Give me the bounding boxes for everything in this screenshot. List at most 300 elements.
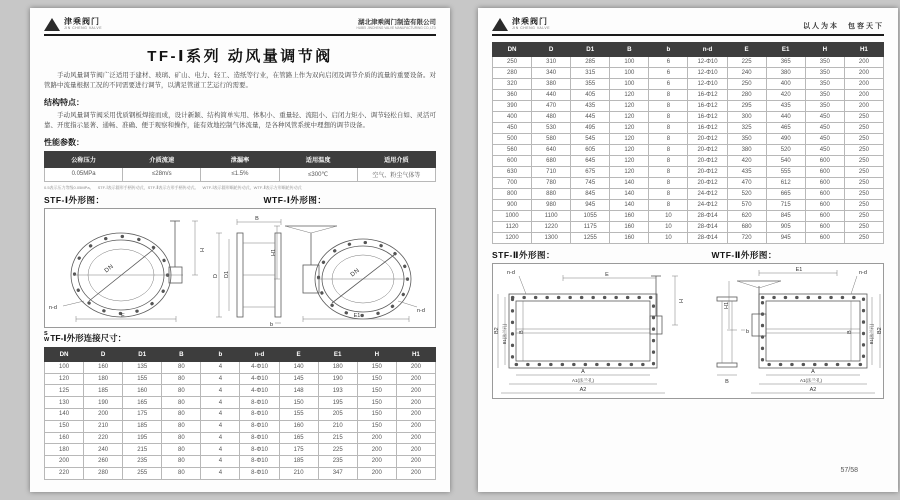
table-cell: 360 bbox=[493, 90, 532, 101]
table-cell: 8 bbox=[649, 145, 688, 156]
table-cell: 155 bbox=[279, 408, 318, 420]
table-cell: 200 bbox=[396, 420, 435, 432]
table-cell: 310 bbox=[532, 57, 571, 68]
dim-label-a2-right: A2 bbox=[809, 387, 817, 393]
valve-drawings-square bbox=[493, 264, 883, 398]
col-header: n-d bbox=[240, 347, 279, 361]
table-cell: 175 bbox=[279, 444, 318, 456]
table-cell: 193 bbox=[318, 385, 357, 397]
table-cell: 600 bbox=[805, 167, 844, 178]
table-row bbox=[493, 134, 884, 145]
col-header: b bbox=[649, 43, 688, 57]
stf2-front-view bbox=[494, 270, 685, 393]
table-cell: 80 bbox=[162, 408, 201, 420]
dims-heading-text: TF-Ⅰ外形连接尺寸： bbox=[50, 332, 127, 343]
table-cell: 280 bbox=[493, 68, 532, 79]
table-row bbox=[45, 408, 436, 420]
table-cell: 235 bbox=[123, 456, 162, 468]
table-cell: 675 bbox=[571, 167, 610, 178]
table-cell: 260 bbox=[84, 456, 123, 468]
table-cell: 20-Φ12 bbox=[688, 156, 727, 167]
table-cell: 440 bbox=[766, 112, 805, 123]
table-cell: 420 bbox=[727, 156, 766, 167]
col-header: D bbox=[84, 347, 123, 361]
table-cell: 125 bbox=[45, 385, 84, 397]
table-cell: 400 bbox=[493, 112, 532, 123]
table-cell: 250 bbox=[844, 112, 883, 123]
table-cell: 720 bbox=[727, 233, 766, 244]
logo-name: 津乘阀门 bbox=[512, 17, 548, 27]
table-cell: 28-Φ14 bbox=[688, 211, 727, 222]
table-cell: 8 bbox=[649, 178, 688, 189]
table-cell: 20-Φ12 bbox=[688, 178, 727, 189]
table-cell: 560 bbox=[493, 145, 532, 156]
table-cell: 10 bbox=[649, 211, 688, 222]
table-cell: 150 bbox=[357, 385, 396, 397]
table-cell: 250 bbox=[844, 233, 883, 244]
table-cell: 325 bbox=[727, 123, 766, 134]
dim-label-b-low: b bbox=[746, 329, 750, 335]
company-name-en: HUBEI JINCHENG VALVE MANUFACTURING CO.,LTD bbox=[356, 26, 436, 31]
dim-label-d1: D1 bbox=[224, 270, 230, 278]
sw-prefix-s: S bbox=[44, 331, 48, 338]
table-cell: 1055 bbox=[571, 211, 610, 222]
table-row bbox=[45, 385, 436, 397]
table-cell: 500 bbox=[493, 134, 532, 145]
table-cell: 390 bbox=[493, 101, 532, 112]
sw-prefix-w: W bbox=[44, 336, 50, 343]
table-cell: 190 bbox=[84, 397, 123, 409]
dim-label-a-right: A bbox=[811, 369, 815, 375]
table-cell: ≤28m/s bbox=[123, 167, 201, 182]
table-cell: 600 bbox=[805, 189, 844, 200]
table-cell: 175 bbox=[123, 408, 162, 420]
table-cell: 200 bbox=[45, 456, 84, 468]
dim-label-b2-right: B2 bbox=[877, 327, 883, 334]
table-cell: 8 bbox=[649, 189, 688, 200]
wtf1-diagram-title: WTF-Ⅰ外形图： bbox=[263, 194, 327, 205]
table-cell: 530 bbox=[532, 123, 571, 134]
table-row bbox=[493, 90, 884, 101]
table-cell: 8 bbox=[649, 156, 688, 167]
table-cell: 12-Φ10 bbox=[688, 57, 727, 68]
dim-label-b-cap: B bbox=[255, 215, 259, 222]
table-cell: 210 bbox=[318, 420, 357, 432]
table-cell: 100 bbox=[45, 361, 84, 373]
logo-triangle-icon bbox=[492, 18, 508, 31]
table-cell: 555 bbox=[766, 167, 805, 178]
table-row bbox=[493, 68, 884, 79]
header-slogan: 以人为本 包容天下 bbox=[803, 23, 884, 30]
col-header: E1 bbox=[766, 43, 805, 57]
company-block bbox=[356, 19, 436, 31]
table-cell: 710 bbox=[532, 167, 571, 178]
table-cell: 980 bbox=[532, 200, 571, 211]
table-cell: 1300 bbox=[532, 233, 571, 244]
table-row bbox=[493, 211, 884, 222]
table-cell: 20-Φ12 bbox=[688, 167, 727, 178]
table-cell: 1120 bbox=[493, 222, 532, 233]
table-cell: 16-Φ12 bbox=[688, 90, 727, 101]
company-logo bbox=[44, 18, 102, 31]
table-cell: 435 bbox=[727, 167, 766, 178]
table-cell: 80 bbox=[162, 432, 201, 444]
table-cell: 200 bbox=[396, 467, 435, 479]
table-cell: 280 bbox=[84, 467, 123, 479]
table-row bbox=[45, 373, 436, 385]
features-heading: 结构特点： bbox=[44, 97, 84, 107]
diagram-titles-right bbox=[492, 249, 884, 261]
table-cell: 715 bbox=[766, 200, 805, 211]
table-cell: 180 bbox=[318, 361, 357, 373]
logo-name: 津乘阀门 bbox=[64, 17, 100, 27]
col-header: 适用温度 bbox=[279, 151, 357, 167]
table-cell: 250 bbox=[844, 189, 883, 200]
table-cell: 440 bbox=[532, 90, 571, 101]
col-header: E bbox=[279, 347, 318, 361]
table-cell: 295 bbox=[727, 101, 766, 112]
table-row bbox=[493, 145, 884, 156]
table-cell: 150 bbox=[357, 397, 396, 409]
table-cell: 235 bbox=[318, 456, 357, 468]
table-cell: 280 bbox=[727, 90, 766, 101]
table-cell: 255 bbox=[123, 467, 162, 479]
table-cell: 8-Φ10 bbox=[240, 408, 279, 420]
table-cell: 900 bbox=[493, 200, 532, 211]
table-cell: 450 bbox=[493, 123, 532, 134]
table-cell: 120 bbox=[45, 373, 84, 385]
table-cell: 350 bbox=[805, 90, 844, 101]
table-cell: 150 bbox=[357, 361, 396, 373]
table-cell: 250 bbox=[844, 123, 883, 134]
col-header: D bbox=[532, 43, 571, 57]
table-row bbox=[45, 420, 436, 432]
table-cell: 545 bbox=[571, 134, 610, 145]
table-row bbox=[493, 123, 884, 134]
table-row bbox=[493, 200, 884, 211]
table-cell: 8 bbox=[649, 134, 688, 145]
table-cell: 240 bbox=[727, 68, 766, 79]
page-header bbox=[44, 18, 436, 36]
table-cell: 195 bbox=[123, 432, 162, 444]
table-cell: 150 bbox=[357, 420, 396, 432]
company-name: 湖北津乘阀门制造有限公司 bbox=[358, 19, 436, 27]
table-cell: 28-Φ14 bbox=[688, 233, 727, 244]
intro-paragraph: 手动风量调节阀广泛适用于建材、玻璃、矿山、电力、轻工、造纸等行业，在管路上作为双向启闭及调节介质的流量的重要设备。对管路中流量根据工况的不同需要进行调节，以满足管道工艺运行的需要。 bbox=[44, 72, 436, 90]
table-cell: 180 bbox=[84, 373, 123, 385]
table-cell: 450 bbox=[805, 134, 844, 145]
table-cell: 150 bbox=[279, 397, 318, 409]
table-cell: 16-Φ12 bbox=[688, 112, 727, 123]
diagram-titles bbox=[44, 194, 436, 206]
table-cell: 250 bbox=[844, 200, 883, 211]
table-cell: 520 bbox=[766, 145, 805, 156]
table-cell: 80 bbox=[162, 456, 201, 468]
table-row bbox=[493, 189, 884, 200]
table-cell: 600 bbox=[805, 233, 844, 244]
table-cell: 945 bbox=[571, 200, 610, 211]
dims-heading bbox=[44, 332, 436, 344]
table-cell: 600 bbox=[805, 222, 844, 233]
table-cell: 200 bbox=[84, 408, 123, 420]
wtf1-front-view bbox=[271, 226, 425, 322]
table-cell: 80 bbox=[162, 467, 201, 479]
table-cell: 120 bbox=[610, 156, 649, 167]
dim-label-b1-right: B1(法兰孔) bbox=[869, 323, 874, 345]
table-cell: 350 bbox=[805, 101, 844, 112]
table-cell: 185 bbox=[84, 385, 123, 397]
table-cell: 180 bbox=[45, 444, 84, 456]
side-section-view bbox=[213, 216, 281, 327]
table-cell: 315 bbox=[571, 68, 610, 79]
outline-drawing-left bbox=[44, 208, 436, 328]
dim-label-a2: A2 bbox=[579, 387, 587, 393]
table-cell: 200 bbox=[396, 385, 435, 397]
table-cell: 435 bbox=[766, 101, 805, 112]
col-header: n-d bbox=[688, 43, 727, 57]
table-row bbox=[45, 397, 436, 409]
table-cell: 空气、粉尘气体等 bbox=[357, 167, 435, 182]
table-cell: 80 bbox=[162, 444, 201, 456]
table-cell: 640 bbox=[532, 145, 571, 156]
table-cell: 200 bbox=[396, 456, 435, 468]
table-cell: 680 bbox=[727, 222, 766, 233]
table-row bbox=[45, 467, 436, 479]
table-cell: 200 bbox=[396, 432, 435, 444]
table-cell: 120 bbox=[610, 145, 649, 156]
table-cell: 160 bbox=[610, 222, 649, 233]
page-number: 57/58 bbox=[840, 467, 858, 474]
col-header: H1 bbox=[844, 43, 883, 57]
table-cell: 490 bbox=[766, 134, 805, 145]
valve-drawings-round bbox=[45, 209, 435, 327]
table-cell: 150 bbox=[45, 420, 84, 432]
table-cell: 8-Φ10 bbox=[240, 467, 279, 479]
table-cell: 1100 bbox=[532, 211, 571, 222]
table-cell: 120 bbox=[610, 167, 649, 178]
logo-triangle-icon bbox=[44, 18, 60, 31]
table-cell: 4-Φ10 bbox=[240, 361, 279, 373]
dim-label-nd-right: n-d bbox=[859, 270, 867, 276]
table-row bbox=[493, 233, 884, 244]
table-cell: 340 bbox=[532, 68, 571, 79]
table-cell: 120 bbox=[610, 112, 649, 123]
dim-label-nd-left: n-d bbox=[507, 270, 515, 276]
table-cell: 16-Φ12 bbox=[688, 123, 727, 134]
table-cell: 195 bbox=[318, 397, 357, 409]
dim-label-b2: B2 bbox=[494, 327, 500, 334]
table-cell: 6 bbox=[649, 57, 688, 68]
table-cell: 140 bbox=[610, 189, 649, 200]
table-cell: 380 bbox=[766, 68, 805, 79]
dimension-table-tf1 bbox=[44, 347, 436, 480]
table-cell: 165 bbox=[279, 432, 318, 444]
table-cell: 20-Φ12 bbox=[688, 134, 727, 145]
table-cell: 4 bbox=[201, 444, 240, 456]
features-paragraph: 手动风量调节阀采用优质钢板焊接而成，设计新颖、结构简单实用、体积小、重量轻、流阻小、启闭力矩小、调节轻松自如、灵活可靠、开度指示显著、通畅、准确、便于观察和操作，能有效地控制气体流量，是各种风管系统中理想的调节设备。 bbox=[44, 111, 436, 130]
table-cell: 148 bbox=[279, 385, 318, 397]
table-cell: 250 bbox=[844, 211, 883, 222]
table-cell: 160 bbox=[610, 233, 649, 244]
table-cell: 200 bbox=[844, 101, 883, 112]
table-cell: 140 bbox=[279, 361, 318, 373]
table-cell: 745 bbox=[571, 178, 610, 189]
dim-label-nd-left: n-d bbox=[49, 304, 57, 311]
table-cell: 4 bbox=[201, 467, 240, 479]
table-cell: 250 bbox=[844, 222, 883, 233]
table-cell: 250 bbox=[844, 145, 883, 156]
table-row bbox=[493, 167, 884, 178]
table-cell: 24-Φ12 bbox=[688, 200, 727, 211]
col-header: E1 bbox=[318, 347, 357, 361]
table-cell: 450 bbox=[805, 123, 844, 134]
table-cell: ≤300℃ bbox=[279, 167, 357, 182]
dim-label-b1: B1(法兰孔) bbox=[502, 323, 507, 345]
table-cell: 612 bbox=[766, 178, 805, 189]
table-cell: 200 bbox=[844, 90, 883, 101]
table-header-row bbox=[493, 43, 884, 57]
table-cell: 12-Φ10 bbox=[688, 68, 727, 79]
table-cell: 450 bbox=[805, 112, 844, 123]
table-cell: 200 bbox=[357, 467, 396, 479]
table-cell: 140 bbox=[45, 408, 84, 420]
table-cell: 600 bbox=[805, 178, 844, 189]
table-cell: 100 bbox=[610, 57, 649, 68]
table-cell: 4 bbox=[201, 385, 240, 397]
table-cell: 8 bbox=[649, 101, 688, 112]
table-cell: 155 bbox=[123, 373, 162, 385]
table-cell: 8 bbox=[649, 90, 688, 101]
table-cell: 20-Φ12 bbox=[688, 145, 727, 156]
table-cell: 8-Φ10 bbox=[240, 456, 279, 468]
dim-label-b: B bbox=[519, 330, 525, 334]
table-cell: 4 bbox=[201, 408, 240, 420]
table-row bbox=[493, 112, 884, 123]
table-cell: 380 bbox=[532, 79, 571, 90]
table-cell: 8 bbox=[649, 123, 688, 134]
dim-label-e1: E1 bbox=[795, 267, 803, 273]
table-cell: 4 bbox=[201, 397, 240, 409]
table-cell: 10 bbox=[649, 222, 688, 233]
table-row bbox=[493, 101, 884, 112]
col-header: H bbox=[805, 43, 844, 57]
table-cell: 140 bbox=[610, 178, 649, 189]
table-cell: 250 bbox=[844, 156, 883, 167]
wtf2-diagram-title: WTF-Ⅱ外形图： bbox=[711, 250, 777, 260]
table-cell: 225 bbox=[318, 444, 357, 456]
table-cell: 130 bbox=[45, 397, 84, 409]
table-cell: 120 bbox=[610, 90, 649, 101]
table-cell: 600 bbox=[805, 156, 844, 167]
logo-subtext: JIN CHENG VALVE bbox=[64, 25, 103, 30]
side-section-view-square bbox=[717, 297, 749, 385]
stf2-diagram-title: STF-Ⅱ外形图： bbox=[492, 250, 555, 260]
table-cell: 600 bbox=[805, 211, 844, 222]
table-cell: 4 bbox=[201, 432, 240, 444]
table-cell: 200 bbox=[396, 361, 435, 373]
logo-subtext: JIN CHENG VALVE bbox=[512, 25, 551, 30]
table-cell: 945 bbox=[766, 233, 805, 244]
table-cell: 200 bbox=[844, 79, 883, 90]
table-row bbox=[45, 444, 436, 456]
table-cell: 160 bbox=[45, 432, 84, 444]
dim-label-h: H bbox=[200, 247, 206, 252]
table-cell: 225 bbox=[727, 57, 766, 68]
outline-drawing-right bbox=[492, 263, 884, 399]
table-cell: 160 bbox=[123, 385, 162, 397]
col-header: 公称压力 bbox=[45, 151, 123, 167]
table-cell: 4 bbox=[201, 361, 240, 373]
table-row bbox=[493, 57, 884, 68]
table-cell: 1255 bbox=[571, 233, 610, 244]
table-cell: 220 bbox=[45, 467, 84, 479]
col-header: 介质流速 bbox=[123, 151, 201, 167]
table-row bbox=[45, 432, 436, 444]
table-cell: 480 bbox=[532, 112, 571, 123]
table-cell: 215 bbox=[123, 444, 162, 456]
table-cell: 80 bbox=[162, 361, 201, 373]
table-cell: 780 bbox=[532, 178, 571, 189]
table-cell: 80 bbox=[162, 420, 201, 432]
table-cell: 4-Φ10 bbox=[240, 373, 279, 385]
table-cell: 8 bbox=[649, 200, 688, 211]
table-cell: 600 bbox=[805, 200, 844, 211]
col-header: E bbox=[727, 43, 766, 57]
table-cell: 350 bbox=[805, 68, 844, 79]
table-header-row bbox=[45, 347, 436, 361]
dim-label-h: H bbox=[679, 299, 685, 303]
table-cell: 250 bbox=[844, 134, 883, 145]
table-cell: 200 bbox=[357, 432, 396, 444]
table-cell: 160 bbox=[84, 361, 123, 373]
table-cell: 165 bbox=[123, 397, 162, 409]
table-cell: 435 bbox=[571, 101, 610, 112]
table-cell: 145 bbox=[279, 373, 318, 385]
dim-label-a1-right: A1(法兰孔) bbox=[799, 378, 823, 383]
dim-label-b-right: B bbox=[847, 330, 853, 334]
table-cell: 470 bbox=[727, 178, 766, 189]
col-header: DN bbox=[45, 347, 84, 361]
table-cell: 800 bbox=[493, 189, 532, 200]
dim-label-dn: DN bbox=[103, 263, 116, 275]
table-cell: 495 bbox=[571, 123, 610, 134]
table-cell: 8-Φ10 bbox=[240, 420, 279, 432]
dim-label-e: E bbox=[605, 272, 609, 278]
table-cell: 630 bbox=[493, 167, 532, 178]
dim-label-d: D bbox=[213, 273, 219, 278]
table-cell: 240 bbox=[84, 444, 123, 456]
table-cell: 8 bbox=[649, 112, 688, 123]
dim-label-b-mid: B bbox=[725, 379, 729, 385]
table-cell: 8-Φ10 bbox=[240, 444, 279, 456]
table-cell: 605 bbox=[571, 145, 610, 156]
dim-label-b-low: b bbox=[269, 321, 273, 327]
table-cell: 4 bbox=[201, 456, 240, 468]
table-cell: ≤1.5% bbox=[201, 167, 279, 182]
table-cell: 520 bbox=[727, 189, 766, 200]
params-heading: 性能参数： bbox=[44, 137, 84, 147]
table-cell: 0.05MPa bbox=[45, 167, 123, 182]
table-cell: 12-Φ10 bbox=[688, 79, 727, 90]
stf1-diagram-title: STF-Ⅰ外形图： bbox=[44, 194, 105, 205]
table-cell: 210 bbox=[84, 420, 123, 432]
page-header-right bbox=[492, 18, 884, 36]
table-cell: 100 bbox=[610, 68, 649, 79]
table-cell: 120 bbox=[610, 101, 649, 112]
table-cell: 120 bbox=[610, 134, 649, 145]
dim-label-e: E bbox=[121, 312, 125, 319]
table-cell: 450 bbox=[805, 145, 844, 156]
